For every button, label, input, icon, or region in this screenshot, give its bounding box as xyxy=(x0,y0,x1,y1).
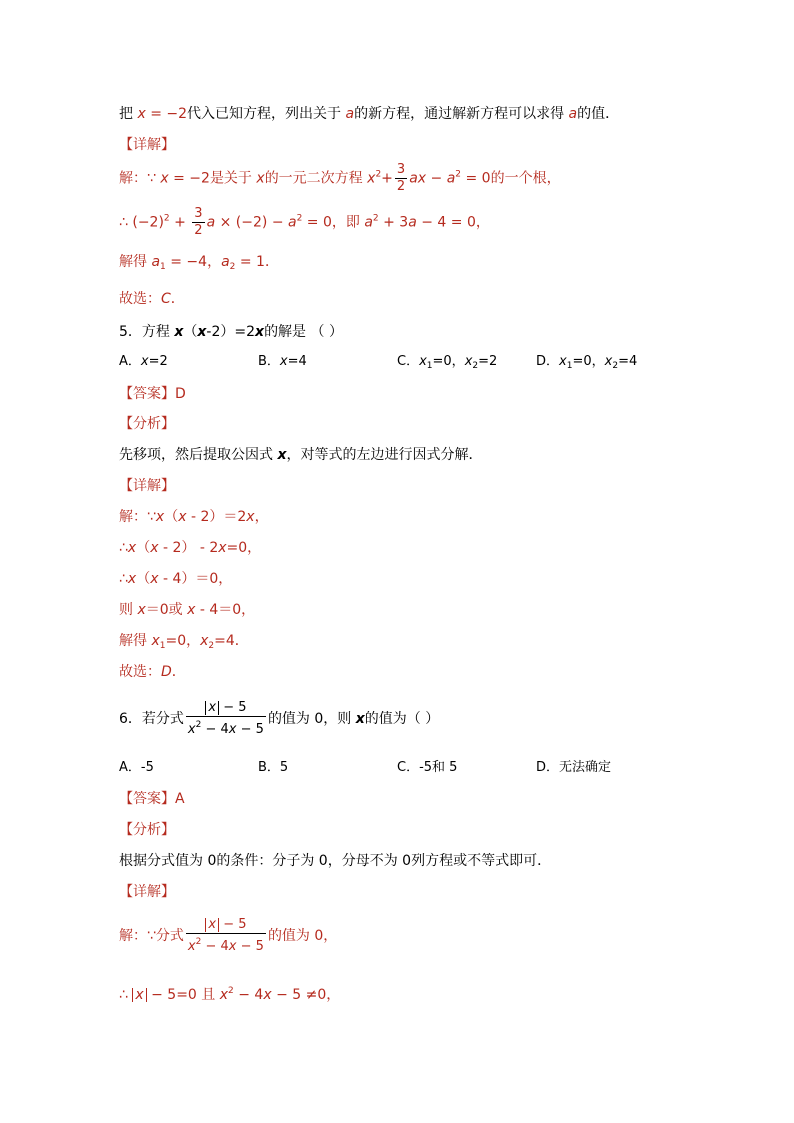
answer-label: 【答案】D xyxy=(119,386,186,402)
section-label-detail: 【详解】 xyxy=(119,884,175,900)
fraction-3-2: $\frac{3}{2}$ xyxy=(396,162,406,194)
option-c: C．-5和 5 xyxy=(397,760,458,775)
section-label-analysis: 【分析】 xyxy=(119,416,175,432)
option-d: D．$x_1=0$，$x_2=4$ xyxy=(536,354,638,371)
analysis-text: 根据分式值为 0的条件：分子为 0，分母不为 0列方程或不等式即可． xyxy=(119,853,552,869)
section-label-analysis: 【分析】 xyxy=(119,822,175,838)
section-label-detail: 【详解】 xyxy=(119,478,175,494)
fraction-abs-x: $\frac{x - 5}{x^2 - 4x - 5}$ xyxy=(187,700,264,737)
answer-choice-line: 故选：D． xyxy=(119,664,186,680)
solution-line: 解：∵x（x - 2）＝2x， xyxy=(119,509,269,525)
option-c: C．$x_1=0$，$x_2=2$ xyxy=(397,354,498,371)
solution-line: 则 x＝0或 x - 4＝0， xyxy=(119,602,256,618)
fraction-abs-x: $\frac{x - 5}{x^2 - 4x - 5}$ xyxy=(187,917,264,954)
solution-line: 解：∵ x = −2是关于 x的一元二次方程 $x^2+$ $\frac{3}{2}$ ax − $a^2 = 0$的一个根， xyxy=(119,162,561,194)
option-b: B．5 xyxy=(258,760,289,775)
section-label-detail: 【详解】 xyxy=(119,137,175,153)
solution-line: 解得 $x_1=0$，$x_2=4$． xyxy=(119,633,249,651)
option-b: B．x=4 xyxy=(258,354,307,369)
option-a: A．-5 xyxy=(119,760,154,775)
option-d: D．无法确定 xyxy=(536,760,612,775)
solution-line: ∴ $(-2)^2$ + $\frac{3}{2}$ $a \times (-2) - a^2 = 0$，即 $a^2 + 3a - 4 = 0$， xyxy=(119,206,490,238)
option-a: A．x=2 xyxy=(119,354,168,369)
solution-line: ∴ x − 5=0 且 $x^2 - 4x - 5 \ne 0$， xyxy=(119,986,341,1003)
solution-line: 解得 $a_1 = -4$，$a_2 = 1$． xyxy=(119,254,279,272)
question-5: 5．方程 x（x-2）=2x的解是 （ ） xyxy=(119,324,343,340)
fraction-3-2: $\frac{3}{2}$ xyxy=(194,206,203,238)
analysis-text: 把 x = −2代入已知方程，列出关于 a的新方程，通过解新方程可以求得 a的值． xyxy=(119,106,620,122)
analysis-text: 先移项，然后提取公因式 x，对等式的左边进行因式分解． xyxy=(119,447,483,463)
solution-line: ∴x（x - 2） - 2x=0， xyxy=(119,540,262,556)
solution-line: 解：∵分式 $\frac{x - 5}{x^2 - 4x - 5}$ 的值为 0， xyxy=(119,917,338,954)
solution-line: ∴x（x - 4）＝0， xyxy=(119,571,233,587)
answer-choice-line: 故选：C． xyxy=(119,291,185,307)
question-6: 6．若分式 $\frac{x - 5}{x^2 - 4x - 5}$ 的值为 0，则 x的值为（ ） xyxy=(119,700,440,737)
answer-label: 【答案】A xyxy=(119,791,185,807)
